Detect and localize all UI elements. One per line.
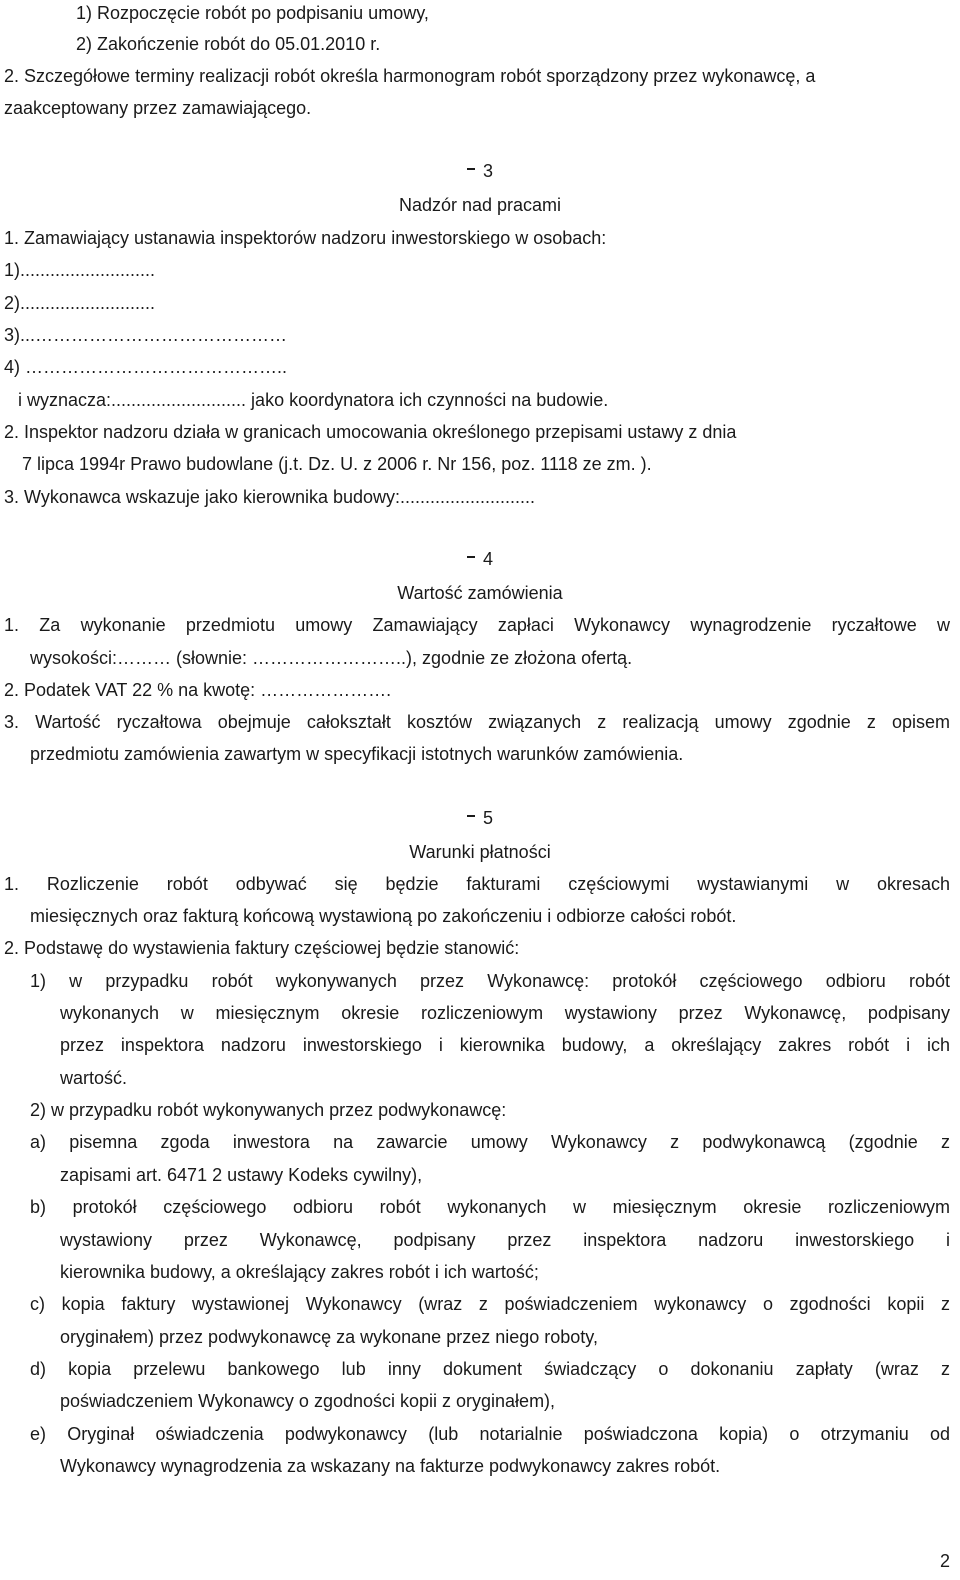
list-item: c) kopia faktury wystawionej Wykonawcy (wraz z poświadczeniem wykonawcy o zgodności kopii z: [30, 1294, 950, 1314]
list-item-line: kierownika budowy, a określający zakres robót i ich wartość;: [60, 1262, 539, 1282]
section-heading-3: [0, 158, 960, 184]
list-item: e) Oryginał oświadczenia podwykonawcy (lub notarialnie poświadczona kopia) o otrzymaniu od: [30, 1424, 950, 1444]
paragraph-line: 2. Inspektor nadzoru działa w granicach umocowania określonego przepisami ustawy z dnia: [4, 422, 737, 442]
section-sign-icon: [467, 168, 475, 184]
paragraph-line: 1. Za wykonanie przedmiotu umowy Zamawiający zapłaci Wykonawcy wynagrodzenie ryczałtowe w: [4, 615, 950, 635]
list-item-line: wykonanych w miesięcznym okresie rozliczeniowym wystawiony przez Wykonawcę, podpisany: [60, 1003, 950, 1023]
paragraph-line: 2. Szczegółowe terminy realizacji robót określa harmonogram robót sporządzony przez wykonawcę, a: [4, 66, 816, 86]
section-title: Nadzór nad pracami: [398, 195, 562, 215]
paragraph-line: 3. Wartość ryczałtowa obejmuje całokształt kosztów związanych z realizacją umowy zgodnie z opisem: [4, 712, 950, 732]
list-item-line: przez inspektora nadzoru inwestorskiego i kierownika budowy, a określający zakres robót i ich: [60, 1035, 950, 1055]
list-item: 1) w przypadku robót wykonywanych przez Wykonawcę: protokół częściowego odbioru robót: [30, 971, 950, 991]
list-item-line: wystawiony przez Wykonawcę, podpisany przez inspektora nadzoru inwestorskiego i: [60, 1230, 950, 1250]
section-number: 4: [482, 549, 493, 569]
list-item: 2) Zakończenie robót do 05.01.2010 r.: [76, 34, 381, 54]
list-item: 1)...........................: [4, 260, 156, 280]
list-item: d) kopia przelewu bankowego lub inny dokument świadczący o dokonaniu zapłaty (wraz z: [30, 1359, 950, 1379]
paragraph-line: miesięcznych oraz fakturą końcową wystawioną po zakończeniu i odbiorze całości robót.: [30, 906, 737, 926]
list-item-line: Wykonawcy wynagrodzenia za wskazany na fakturze podwykonawcy zakres robót.: [60, 1456, 721, 1476]
paragraph-line: 1. Zamawiający ustanawia inspektorów nadzoru inwestorskiego w osobach:: [4, 228, 607, 248]
list-item: 2) w przypadku robót wykonywanych przez podwykonawcę:: [30, 1100, 507, 1120]
section-title: Wartość zamówienia: [397, 583, 563, 603]
list-item: 3)...……………………………………: [4, 325, 288, 345]
list-item: b) protokół częściowego odbioru robót wykonanych w miesięcznym okresie rozliczeniowym: [30, 1197, 950, 1217]
paragraph-line: 2. Podatek VAT 22 % na kwotę: ………………….: [4, 680, 392, 700]
paragraph-line: 2. Podstawę do wystawienia faktury częściowej będzie stanowić:: [4, 938, 520, 958]
list-item-line: poświadczeniem Wykonawcy o zgodności kopii z oryginałem),: [60, 1391, 556, 1411]
paragraph-line: wysokości:……… (słownie: ……………………..), zgodnie ze złożona ofertą.: [30, 648, 633, 668]
paragraph-line: przedmiotu zamówienia zawartym w specyfikacji istotnych warunków zamówienia.: [30, 744, 684, 764]
paragraph-line: i wyznacza:........................... jako koordynatora ich czynności na budowie.: [18, 390, 609, 410]
list-item-line: wartość.: [60, 1068, 128, 1088]
list-item: 1) Rozpoczęcie robót po podpisaniu umowy,: [76, 3, 429, 23]
list-item: 2)...........................: [4, 293, 156, 313]
paragraph-line: 7 lipca 1994r Prawo budowlane (j.t. Dz. U. z 2006 r. Nr 156, poz. 1118 ze zm. ).: [22, 454, 652, 474]
paragraph-line: zaakceptowany przez zamawiającego.: [4, 98, 312, 118]
section-sign-icon: [467, 556, 475, 572]
section-sign-icon: [467, 815, 475, 831]
page-number: 2: [939, 1551, 950, 1571]
section-number: 5: [482, 808, 493, 828]
list-item: a) pisemna zgoda inwestora na zawarcie umowy Wykonawcy z podwykonawcą (zgodnie z: [30, 1132, 950, 1152]
list-item-line: oryginałem) przez podwykonawcę za wykonane przez niego roboty,: [60, 1327, 598, 1347]
paragraph-line: 3. Wykonawca wskazuje jako kierownika budowy:...........................: [4, 487, 536, 507]
paragraph-line: 1. Rozliczenie robót odbywać się będzie fakturami częściowymi wystawianymi w okresach: [4, 874, 950, 894]
section-heading-5: [0, 805, 960, 831]
section-title: Warunki płatności: [409, 842, 551, 862]
list-item: 4) ……………………………………..: [4, 357, 288, 377]
section-heading-4: [0, 546, 960, 572]
section-number: 3: [482, 161, 493, 181]
list-item-line: zapisami art. 6471 2 ustawy Kodeks cywilny),: [60, 1165, 423, 1185]
